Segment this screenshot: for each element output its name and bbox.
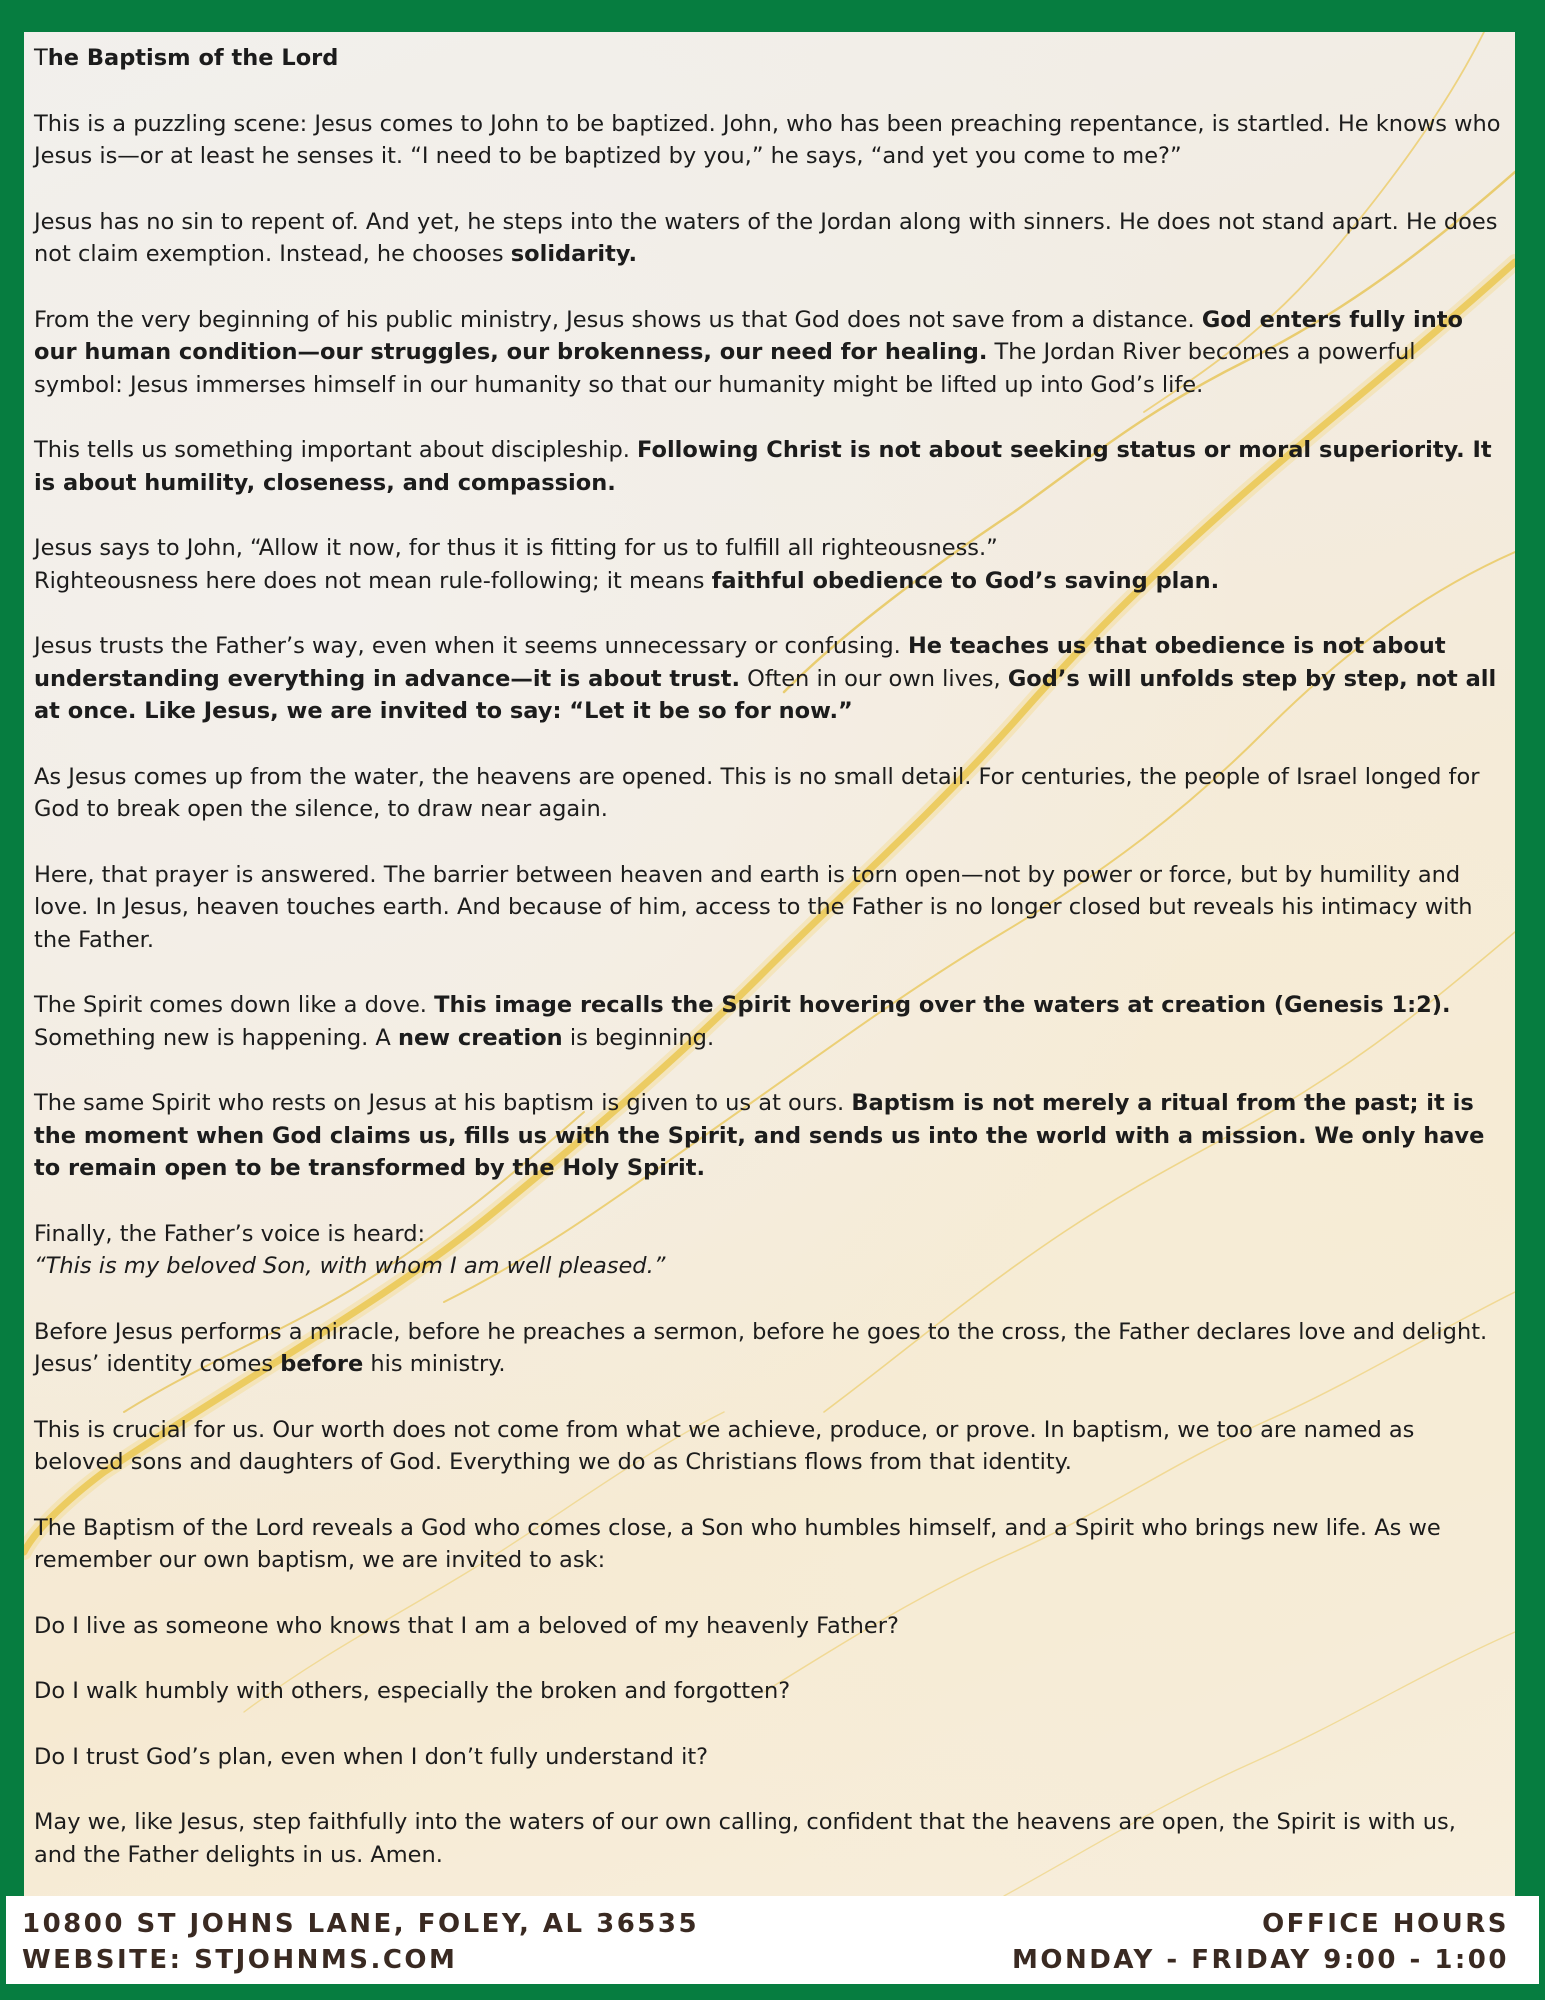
paragraph-7: As Jesus comes up from the water, the heavens are opened. This is no small detail. For centuries, the people of Israel longed for God to break open the silence, to draw near again. bbox=[34, 763, 1480, 822]
paragraph-1: This is a puzzling scene: Jesus comes to John to be baptized. John, who has been preaching repentance, is startled. He knows who Jesus is—or at least he senses it. “I need to be baptized by you,” he says, “and yet you come to me?” bbox=[34, 110, 1501, 169]
paragraph-14: The Baptism of the Lord reveals a God who comes close, a Son who humbles himself, and a Spirit who brings new life. As we remember our own baptism, we are invited to ask: bbox=[34, 1514, 1441, 1573]
office-hours-block bbox=[1012, 1906, 1509, 1978]
paragraph-5: Jesus says to John, “Allow it now, for thus it is fitting for us to fulfill all righteousness.” Righteousness here does not mean rule-following; it means faithful obedience to God’s saving plan. bbox=[34, 535, 1220, 594]
paragraph-10: The same Spirit who rests on Jesus at his baptism is given to us at ours. Baptism is not merely a ritual from the past; it is the moment when God claims us, fills us with the Spirit, and sends us into the world with a mission. We only have to remain open to be transformed by the Holy Spirit. bbox=[34, 1090, 1485, 1181]
paragraph-8: Here, that prayer is answered. The barrier between heaven and earth is torn open—not by power or force, but by humility and love. In Jesus, heaven touches earth. And because of him, access to the Father is no longer closed but reveals his intimacy with the Father. bbox=[34, 861, 1473, 953]
closing-prayer: May we, like Jesus, step faithfully into the waters of our own calling, confident that the heavens are open, the Spirit is with us, and the Father delights in us. Amen. bbox=[34, 1809, 1456, 1868]
paragraph-11: Finally, the Father’s voice is heard: “This is my beloved Son, with whom I am well pleased.” bbox=[34, 1220, 666, 1279]
article-body bbox=[34, 42, 1504, 1896]
paragraph-12: Before Jesus performs a miracle, before he preaches a sermon, before he goes to the cross, the Father declares love and delight. Jesus’ identity comes before his ministry. bbox=[34, 1318, 1488, 1377]
parish-address: 10800 ST JOHNS LANE, FOLEY, AL 36535 bbox=[22, 1909, 700, 1939]
reflection-question-1: Do I live as someone who knows that I am a beloved of my heavenly Father? bbox=[34, 1612, 899, 1639]
paragraph-9: The Spirit comes down like a dove. This image recalls the Spirit hovering over the waters at creation (Genesis 1:2). Something new is happening. A new creation is beginning. bbox=[34, 992, 1451, 1051]
paragraph-6: Jesus trusts the Father’s way, even when it seems unnecessary or confusing. He teaches us that obedience is not about understanding everything in advance—it is about trust. Often in our own lives, God’s will unfolds step by step, not all at once. Like Jesus, we are invited to say: “Let it be so for now.” bbox=[34, 633, 1497, 724]
father-voice-quote: “This is my beloved Son, with whom I am well pleased.” bbox=[34, 1253, 666, 1279]
article-title: The Baptism of the Lord bbox=[34, 45, 339, 71]
marble-background-panel bbox=[24, 32, 1515, 1896]
footer bbox=[0, 1896, 1545, 2000]
paragraph-3: From the very beginning of his public ministry, Jesus shows us that God does not save from a distance. God enters fully into our human condition—our struggles, our brokenness, our need for healing. The Jordan River becomes a powerful symbol: Jesus immerses himself in our humanity so that our humanity might be lifted up into God’s life. bbox=[34, 306, 1463, 398]
reflection-question-3: Do I trust God’s plan, even when I don’t fully understand it? bbox=[34, 1743, 709, 1770]
contact-block bbox=[22, 1906, 699, 1978]
footer-bar bbox=[6, 1896, 1539, 1984]
office-hours-value: MONDAY - FRIDAY 9:00 - 1:00 bbox=[1012, 1945, 1509, 1975]
paragraph-13: This is crucial for us. Our worth does not come from what we achieve, produce, or prove. In baptism, we too are named as beloved sons and daughters of God. Everything we do as Christians flows from that identity. bbox=[34, 1416, 1415, 1475]
office-hours-label: OFFICE HOURS bbox=[1262, 1909, 1509, 1939]
article-title-text: he Baptism of the Lord bbox=[47, 45, 339, 71]
paragraph-4: This tells us something important about discipleship. Following Christ is not about seeking status or moral superiority. It is about humility, closeness, and compassion. bbox=[34, 437, 1492, 496]
paragraph-2: Jesus has no sin to repent of. And yet, he steps into the waters of the Jordan along with sinners. He does not stand apart. He does not claim exemption. Instead, he chooses solidarity. bbox=[34, 208, 1498, 267]
parish-website[interactable]: WEBSITE: STJOHNMS.COM bbox=[22, 1945, 458, 1975]
reflection-question-2: Do I walk humbly with others, especially the broken and forgotten? bbox=[34, 1678, 791, 1704]
